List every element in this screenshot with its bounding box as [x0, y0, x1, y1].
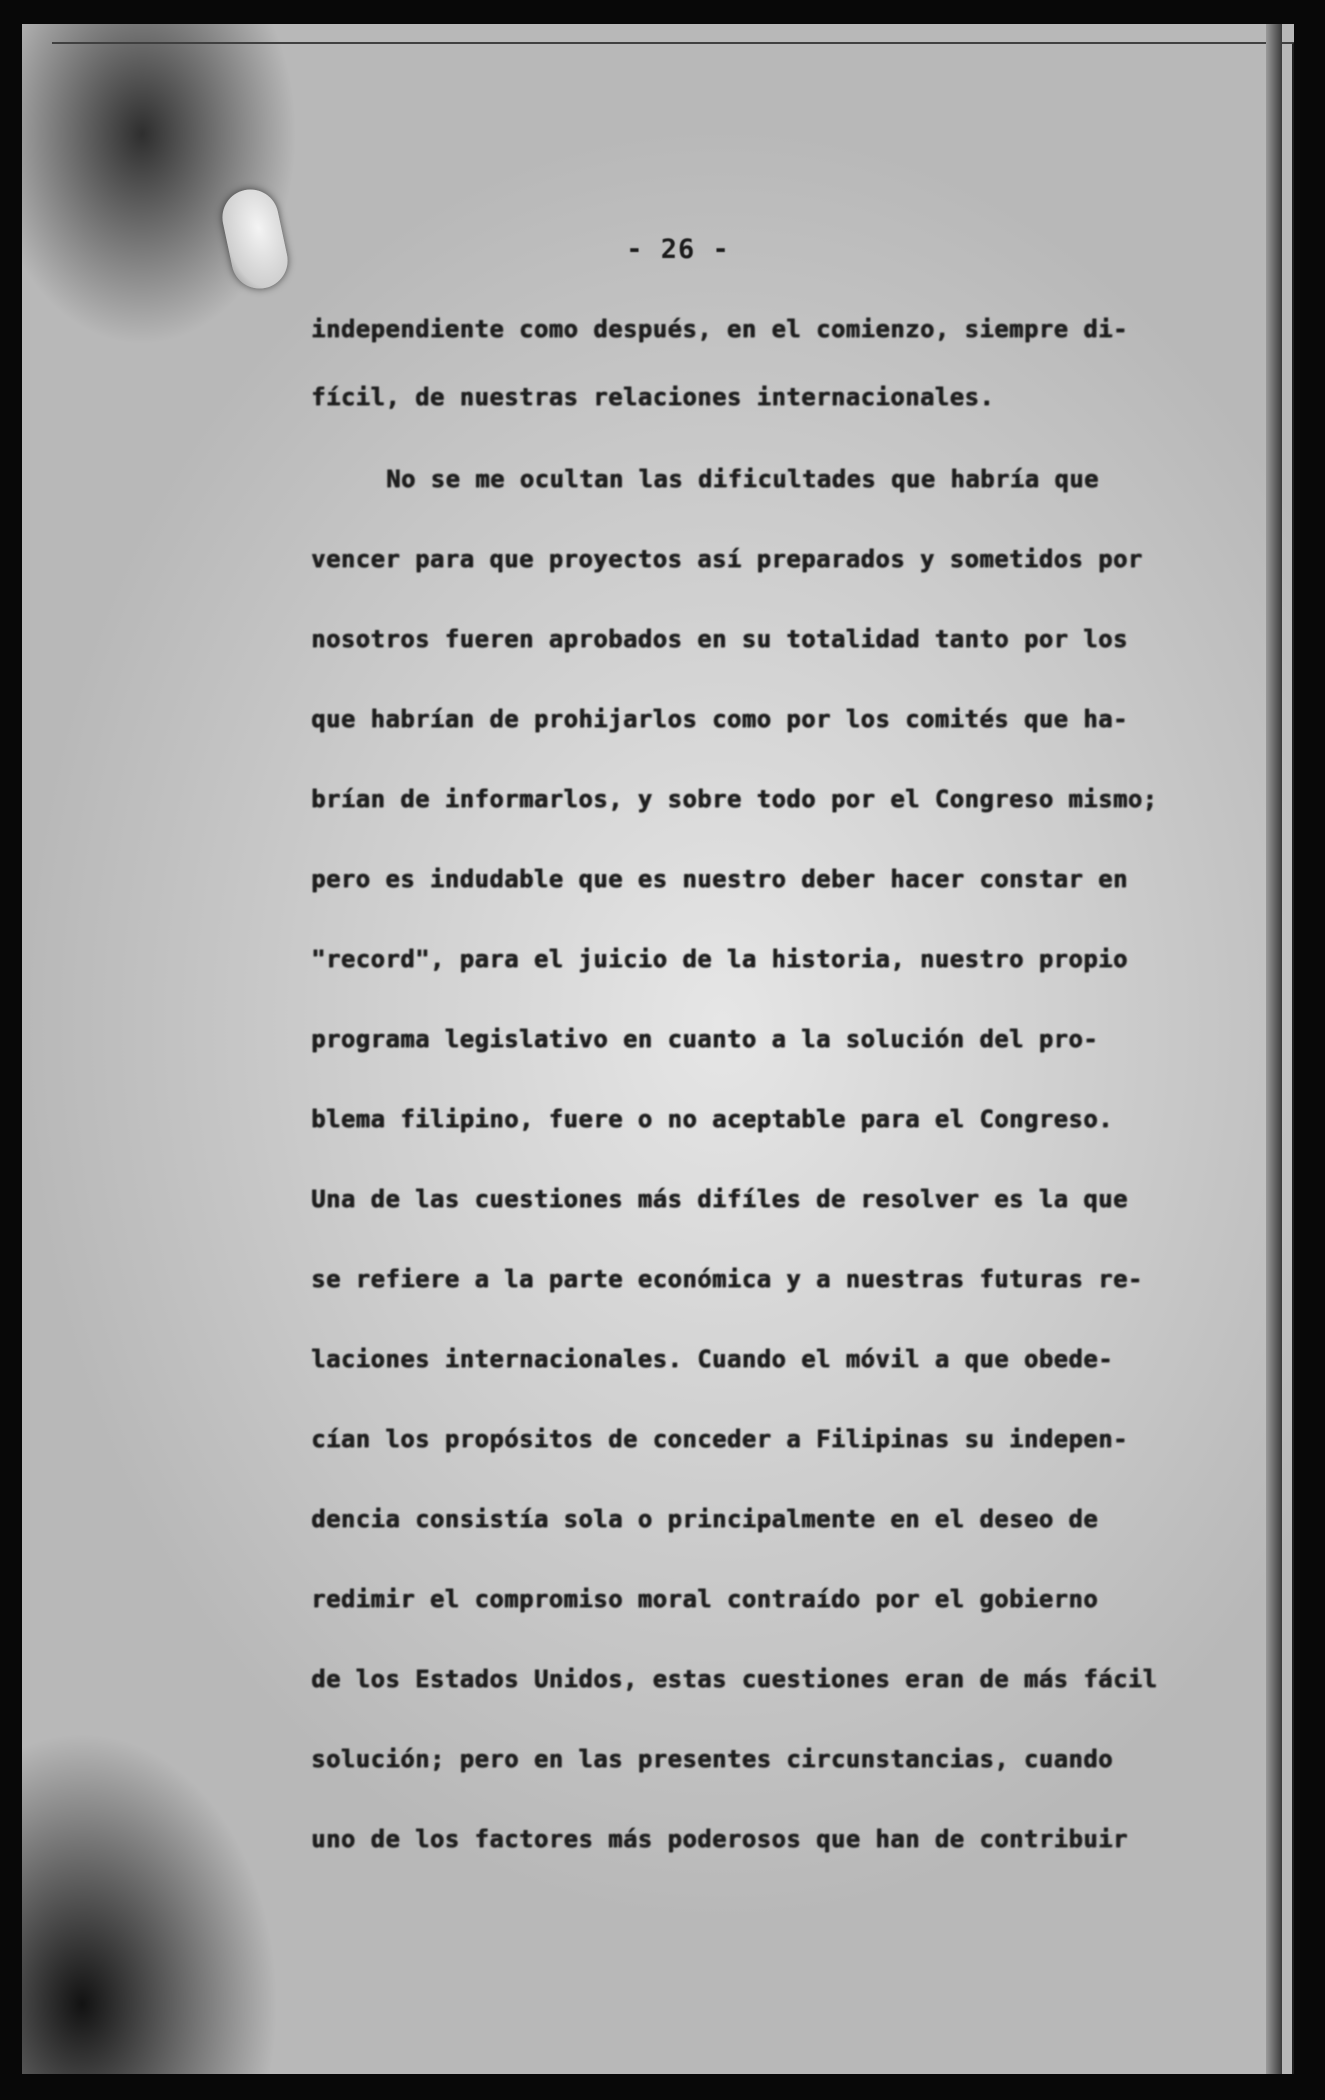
text-line: laciones internacionales. Cuando el móvil a que obede- [311, 1345, 1113, 1373]
text-line: fícil, de nuestras relaciones internacionales. [311, 383, 995, 411]
text-line: pero es indudable que es nuestro deber hacer constar en [311, 865, 1128, 893]
text-line: programa legislativo en cuanto a la solución del pro- [311, 1025, 1099, 1053]
body-text [311, 307, 1211, 1897]
text-line: independiente como después, en el comienzo, siempre di- [311, 315, 1128, 343]
text-line: nosotros fueren aprobados en su totalidad tanto por los [311, 625, 1128, 653]
text-line: dencia consistía sola o principalmente en el deseo de [311, 1505, 1099, 1533]
page-number: - 26 - [626, 234, 730, 265]
text-line: que habrían de prohijarlos como por los comités que ha- [311, 705, 1128, 733]
text-line: cían los propósitos de conceder a Filipinas su indepen- [311, 1425, 1128, 1453]
text-line: solución; pero en las presentes circunstancias, cuando [311, 1745, 1113, 1773]
text-line: brían de informarlos, y sobre todo por el Congreso mismo; [311, 785, 1158, 813]
text-line: redimir el compromiso moral contraído por el gobierno [311, 1585, 1099, 1613]
text-line: uno de los factores más poderosos que han de contribuir [311, 1825, 1128, 1853]
text-line: de los Estados Unidos, estas cuestiones eran de más fácil [311, 1665, 1158, 1693]
text-line: blema filipino, fuere o no aceptable para el Congreso. [311, 1105, 1113, 1133]
text-line: No se me ocultan las dificultades que habría que [386, 465, 1099, 493]
text-line: se refiere a la parte económica y a nuestras futuras re- [311, 1265, 1143, 1293]
document-page [22, 24, 1294, 2074]
text-line: vencer para que proyectos así preparados y sometidos por [311, 545, 1143, 573]
text-line: Una de las cuestiones más difíles de resolver es la que [311, 1185, 1128, 1213]
text-line: "record", para el juicio de la historia, nuestro propio [311, 945, 1128, 973]
page-edge [1266, 24, 1282, 2074]
